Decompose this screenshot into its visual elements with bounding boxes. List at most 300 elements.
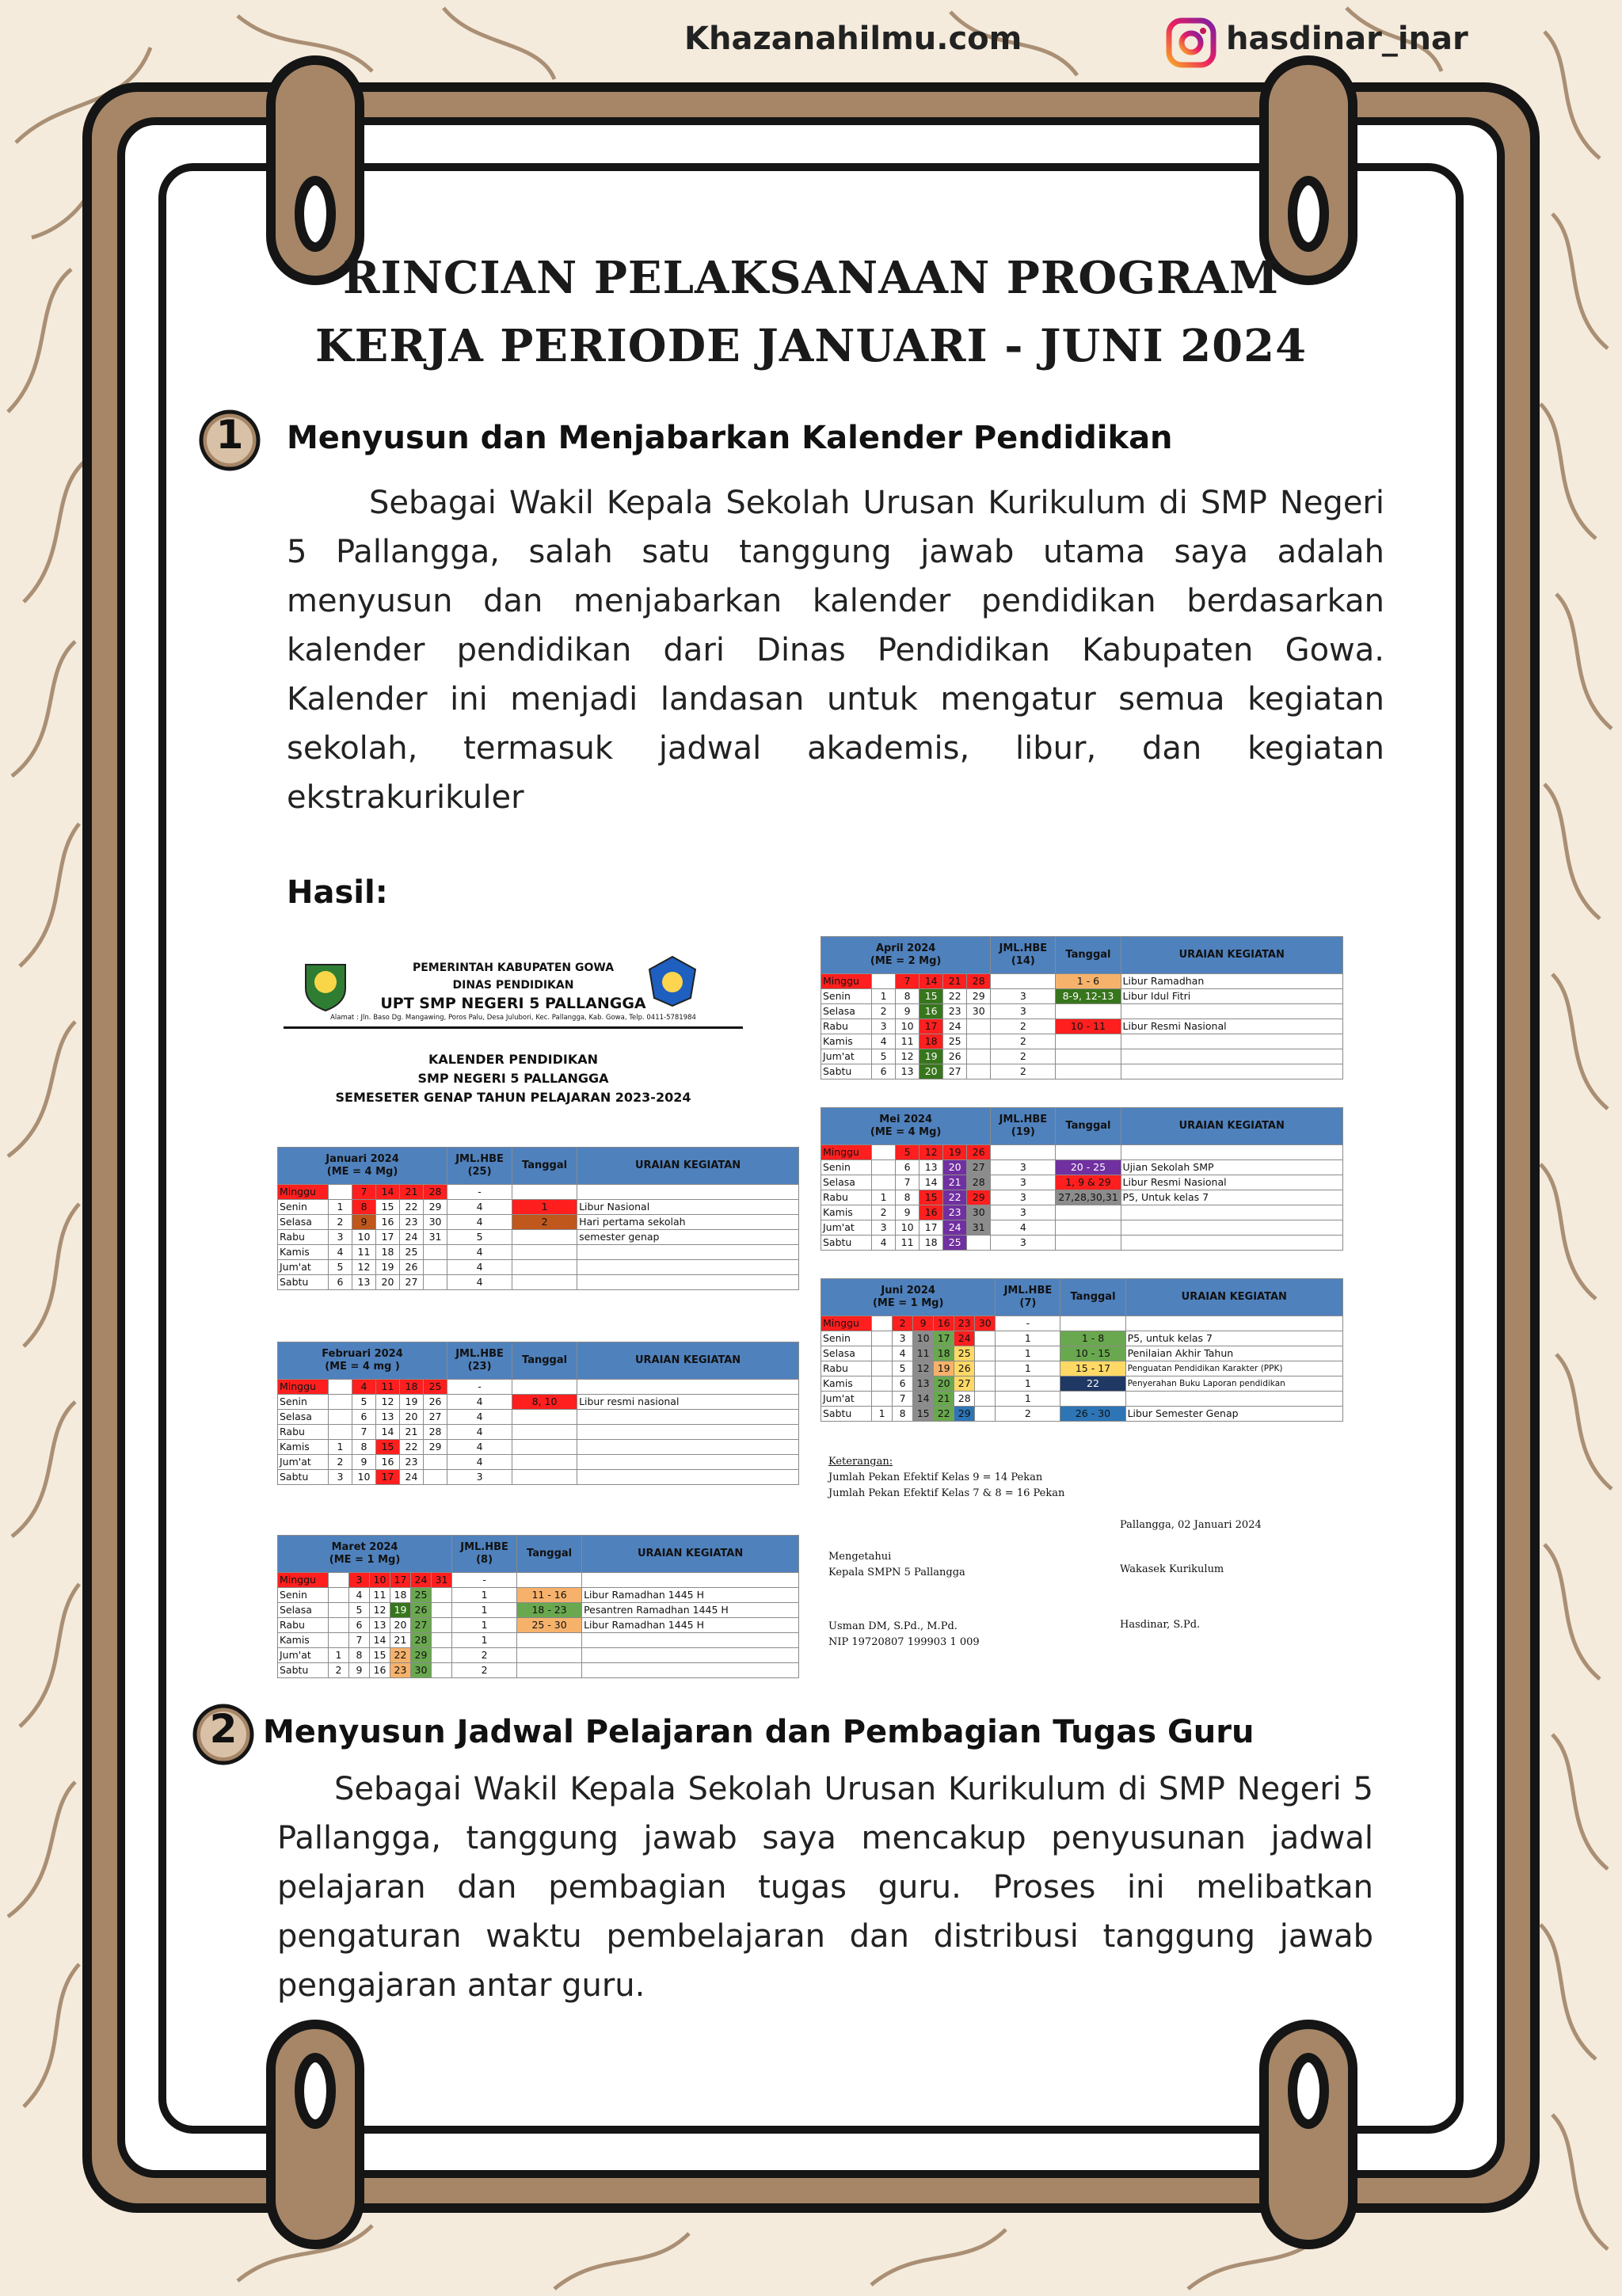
date-cell: 25 (400, 1245, 424, 1260)
date-cell: 7 (352, 1425, 376, 1440)
date-cell: 23 (943, 1205, 967, 1220)
date-cell: 30 (967, 1205, 991, 1220)
date-cell: 18 (920, 1236, 943, 1251)
result-label: Hasil: (287, 874, 388, 911)
date-cell: 11 (376, 1380, 400, 1395)
date-cell: 28 (411, 1633, 432, 1648)
day-name: Rabu (278, 1230, 329, 1245)
day-name: Selasa (821, 1175, 872, 1190)
date-cell: 7 (896, 974, 920, 989)
notes-line2: Jumlah Pekan Efektif Kelas 7 & 8 = 16 Pekan (828, 1487, 1065, 1499)
date-cell: 23 (943, 1004, 967, 1019)
day-name: Rabu (278, 1425, 329, 1440)
date-cell: 16 (376, 1455, 400, 1470)
date-cell (872, 1346, 893, 1361)
tanggal-cell (512, 1410, 577, 1425)
date-cell: 25 (411, 1588, 432, 1603)
date-cell: 5 (872, 1049, 896, 1064)
date-cell: 3 (349, 1573, 370, 1588)
day-name: Sabtu (821, 1236, 872, 1251)
month-name: Februari 2024 (322, 1348, 403, 1360)
uraian-cell (577, 1455, 799, 1470)
date-cell: 27 (954, 1376, 975, 1392)
date-cell: 30 (967, 1004, 991, 1019)
date-cell: 14 (376, 1425, 400, 1440)
day-name: Senin (821, 1331, 872, 1346)
doc-title-line1: KALENDER PENDIDIKAN (428, 1052, 599, 1067)
month-name: Mei 2024 (879, 1114, 933, 1125)
date-cell: 19 (390, 1603, 411, 1618)
date-cell: 8 (896, 989, 920, 1004)
date-cell (329, 1185, 352, 1200)
jml-cell: 3 (991, 1205, 1056, 1220)
uraian-cell (577, 1260, 799, 1275)
date-cell: 29 (967, 989, 991, 1004)
jml-cell: 4 (447, 1275, 512, 1290)
tanggal-header: Tanggal (512, 1148, 577, 1185)
kop-line1: PEMERINTAH KABUPATEN GOWA (412, 961, 615, 974)
date-cell (975, 1376, 996, 1392)
tanggal-cell: 15 - 17 (1060, 1361, 1125, 1376)
jml-cell: 3 (991, 1160, 1056, 1175)
tanggal-cell (512, 1440, 577, 1455)
date-cell: 21 (943, 974, 967, 989)
day-name: Jum'at (278, 1455, 329, 1470)
date-cell: 17 (390, 1573, 411, 1588)
date-cell: 19 (943, 1145, 967, 1160)
tanggal-cell (512, 1425, 577, 1440)
date-cell (424, 1455, 447, 1470)
uraian-cell (1121, 1236, 1342, 1251)
jml-cell: 1 (996, 1331, 1060, 1346)
tanggal-cell (1056, 1004, 1121, 1019)
date-cell (329, 1603, 349, 1618)
tanggal-cell (1060, 1316, 1125, 1331)
day-name: Sabtu (278, 1470, 329, 1485)
uraian-cell (1121, 1004, 1342, 1019)
day-name: Kamis (821, 1034, 872, 1049)
uraian-cell: Hari pertama sekolah (577, 1215, 799, 1230)
jml-hbe-header: JML.HBE (7) (996, 1279, 1060, 1316)
jml-cell (991, 974, 1056, 989)
date-cell: 31 (424, 1230, 447, 1245)
page-title-line1: RINCIAN PELAKSANAAN PROGRAM (343, 252, 1279, 304)
date-cell: 2 (872, 1004, 896, 1019)
date-cell: 6 (349, 1618, 370, 1633)
table-row (278, 1633, 799, 1648)
uraian-cell: Penyerahan Buku Laporan pendidikan (1125, 1376, 1342, 1392)
date-cell: 24 (943, 1220, 967, 1236)
date-cell: 12 (370, 1603, 390, 1618)
table-row (821, 1220, 1343, 1236)
table-row (821, 1376, 1343, 1392)
date-cell: 27 (424, 1410, 447, 1425)
letterhead (284, 950, 743, 1030)
day-name: Rabu (278, 1618, 329, 1633)
calendar-grid (277, 1342, 799, 1485)
date-cell: 16 (376, 1215, 400, 1230)
date-cell (872, 1392, 893, 1407)
table-row (821, 974, 1343, 989)
date-cell: 14 (920, 1175, 943, 1190)
date-cell: 9 (896, 1004, 920, 1019)
tanggal-cell: 25 - 30 (517, 1618, 582, 1633)
jml-cell: 2 (452, 1648, 517, 1663)
jml-hbe-header: JML.HBE (14) (991, 937, 1056, 974)
day-name: Senin (278, 1200, 329, 1215)
date-cell: 22 (943, 989, 967, 1004)
jml-cell: - (452, 1573, 517, 1588)
date-cell: 30 (424, 1215, 447, 1230)
tanggal-cell (512, 1185, 577, 1200)
date-cell: 4 (893, 1346, 913, 1361)
date-cell: 1 (329, 1200, 352, 1215)
day-name: Selasa (821, 1346, 872, 1361)
calendar-notes (828, 1454, 1064, 1502)
table-row (821, 1316, 1343, 1331)
jml-cell: 3 (991, 1004, 1056, 1019)
tanggal-cell: 26 - 30 (1060, 1407, 1125, 1422)
instagram-icon (1166, 17, 1216, 68)
calendar-table-februari (277, 1342, 799, 1485)
calendar-grid (821, 936, 1343, 1079)
jml-cell: 5 (447, 1230, 512, 1245)
date-cell: 9 (352, 1455, 376, 1470)
date-cell: 3 (329, 1230, 352, 1245)
tanggal-cell: 27,28,30,31 (1056, 1190, 1121, 1205)
day-name: Jum'at (821, 1220, 872, 1236)
tanggal-cell: 8, 10 (512, 1395, 577, 1410)
date-cell: 1 (329, 1648, 349, 1663)
uraian-cell (1125, 1316, 1342, 1331)
date-cell: 11 (896, 1236, 920, 1251)
tanggal-cell (512, 1245, 577, 1260)
tanggal-cell (517, 1573, 582, 1588)
jml-hbe-header: JML.HBE (23) (447, 1342, 512, 1380)
section-number-2: 2 (209, 1706, 238, 1752)
date-cell: 3 (872, 1019, 896, 1034)
table-row (821, 1361, 1343, 1376)
uraian-cell (1121, 1064, 1342, 1079)
tanggal-cell: 2 (512, 1215, 577, 1230)
date-cell: 15 (920, 989, 943, 1004)
jml-cell: 2 (452, 1663, 517, 1678)
date-cell (432, 1618, 452, 1633)
date-cell: 6 (872, 1064, 896, 1079)
date-cell: 27 (400, 1275, 424, 1290)
jml-cell: 1 (996, 1346, 1060, 1361)
tanggal-cell: 22 (1060, 1376, 1125, 1392)
date-cell: 17 (920, 1019, 943, 1034)
doc-title-line3: SEMESETER GENAP TAHUN PELAJARAN 2023-2024 (335, 1090, 691, 1105)
date-cell: 11 (913, 1346, 934, 1361)
wakasek-label: Wakasek Kurikulum (1120, 1563, 1224, 1575)
date-cell: 11 (370, 1588, 390, 1603)
date-cell: 22 (400, 1440, 424, 1455)
mengetahui-label: Mengetahui (828, 1551, 892, 1563)
uraian-cell (582, 1648, 799, 1663)
table-row (278, 1215, 799, 1230)
jml-cell: 4 (447, 1245, 512, 1260)
tanggal-cell (1056, 1145, 1121, 1160)
date-cell: 22 (943, 1190, 967, 1205)
tanggal-cell (512, 1455, 577, 1470)
kop-line3: UPT SMP NEGERI 5 PALLANGGA (380, 995, 646, 1012)
date-cell (424, 1275, 447, 1290)
date-cell: 24 (954, 1331, 975, 1346)
tanggal-cell: 10 - 11 (1056, 1019, 1121, 1034)
date-cell: 21 (934, 1392, 954, 1407)
date-cell (329, 1618, 349, 1633)
date-cell: 18 (920, 1034, 943, 1049)
uraian-header: URAIAN KEGIATAN (1121, 937, 1342, 974)
tanggal-cell (1056, 1220, 1121, 1236)
day-name: Jum'at (278, 1648, 329, 1663)
uraian-header: URAIAN KEGIATAN (1121, 1108, 1342, 1145)
date-cell (872, 1145, 896, 1160)
date-cell (432, 1588, 452, 1603)
date-cell (967, 1236, 991, 1251)
uraian-cell (577, 1185, 799, 1200)
day-name: Rabu (821, 1361, 872, 1376)
date-cell: 7 (893, 1392, 913, 1407)
date-cell: 18 (400, 1380, 424, 1395)
date-cell: 20 (390, 1618, 411, 1633)
date-cell: 9 (913, 1316, 934, 1331)
date-cell: 10 (913, 1331, 934, 1346)
month-header (278, 1536, 452, 1573)
uraian-cell (577, 1275, 799, 1290)
day-name: Kamis (821, 1376, 872, 1392)
date-cell: 16 (920, 1205, 943, 1220)
date-cell: 3 (329, 1470, 352, 1485)
hanger-tab-top-left (266, 55, 364, 285)
date-cell: 10 (896, 1220, 920, 1236)
date-cell: 2 (329, 1455, 352, 1470)
date-cell: 29 (411, 1648, 432, 1663)
uraian-cell (577, 1380, 799, 1395)
date-cell: 12 (913, 1361, 934, 1376)
date-cell: 20 (934, 1376, 954, 1392)
section1-body: Sebagai Wakil Kepala Sekolah Urusan Kurikulum di SMP Negeri 5 Pallangga, salah satu tanggung jawab utama saya adalah menyusun dan menjabarkan kalender pendidikan berdasarkan kalender pendidikan dari Dinas Pendidikan Kabupaten Gowa. Kalender ini menjadi landasan untuk mengatur semua kegiatan sekolah, termasuk jadwal akademis, libur, dan kegiatan ekstrakurikuler (287, 485, 1384, 816)
date-cell: 25 (943, 1034, 967, 1049)
uraian-cell: Libur Ramadhan (1121, 974, 1342, 989)
day-name: Selasa (278, 1603, 329, 1618)
table-row (278, 1260, 799, 1275)
date-cell: 26 (943, 1049, 967, 1064)
jml-hbe-header: JML.HBE (19) (991, 1108, 1056, 1145)
notes-line1: Jumlah Pekan Efektif Kelas 9 = 14 Pekan (828, 1472, 1043, 1483)
tanggal-cell (1056, 1205, 1121, 1220)
date-cell: 21 (400, 1185, 424, 1200)
date-cell: 14 (913, 1392, 934, 1407)
tanggal-header: Tanggal (1060, 1279, 1125, 1316)
uraian-cell: Libur Resmi Nasional (1121, 1175, 1342, 1190)
date-cell: 11 (896, 1034, 920, 1049)
table-row (278, 1230, 799, 1245)
jml-cell: - (996, 1316, 1060, 1331)
hanger-tab-bottom-right (1259, 2020, 1357, 2249)
date-cell: 12 (920, 1145, 943, 1160)
date-cell: 6 (893, 1376, 913, 1392)
tanggal-cell: 1 - 6 (1056, 974, 1121, 989)
table-row (821, 1190, 1343, 1205)
date-cell: 8 (349, 1648, 370, 1663)
date-cell: 28 (954, 1392, 975, 1407)
tanggal-cell: 1 - 8 (1060, 1331, 1125, 1346)
month-me: (ME = 2 Mg) (870, 955, 942, 967)
date-cell: 8 (352, 1440, 376, 1455)
date-cell (329, 1425, 352, 1440)
date-cell: 4 (872, 1034, 896, 1049)
date-cell: 7 (896, 1175, 920, 1190)
date-cell (872, 1316, 893, 1331)
uraian-cell (577, 1245, 799, 1260)
table-row (278, 1395, 799, 1410)
month-header (821, 937, 991, 974)
date-cell (975, 1407, 996, 1422)
date-cell: 29 (424, 1440, 447, 1455)
date-cell: 24 (400, 1470, 424, 1485)
uraian-cell: Libur Ramadhan 1445 H (582, 1588, 799, 1603)
date-cell: 19 (920, 1049, 943, 1064)
table-row (278, 1185, 799, 1200)
calendar-table-januari (277, 1147, 799, 1290)
wakasek-name: Hasdinar, S.Pd. (1120, 1619, 1201, 1631)
table-row (278, 1618, 799, 1633)
section-number-1: 1 (215, 412, 244, 458)
date-cell: 6 (352, 1410, 376, 1425)
uraian-cell (577, 1410, 799, 1425)
date-cell: 12 (896, 1049, 920, 1064)
date-cell (872, 1160, 896, 1175)
date-cell: 14 (376, 1185, 400, 1200)
uraian-header: URAIAN KEGIATAN (577, 1148, 799, 1185)
date-cell: 8 (352, 1200, 376, 1215)
day-name: Senin (821, 989, 872, 1004)
jml-cell: 3 (447, 1470, 512, 1485)
table-row (278, 1380, 799, 1395)
month-header (278, 1342, 447, 1380)
month-name: Maret 2024 (331, 1541, 398, 1553)
date-cell: 28 (967, 974, 991, 989)
date-cell (424, 1245, 447, 1260)
tanggal-cell: 1, 9 & 29 (1056, 1175, 1121, 1190)
table-row (821, 1331, 1343, 1346)
month-me: (ME = 1 Mg) (872, 1297, 944, 1309)
date-cell (329, 1395, 352, 1410)
table-row (278, 1440, 799, 1455)
calendar-table-mei (821, 1107, 1343, 1251)
date-cell: 4 (872, 1236, 896, 1251)
date-cell (329, 1573, 349, 1588)
date-cell: 15 (370, 1648, 390, 1663)
date-cell: 15 (376, 1200, 400, 1215)
day-name: Sabtu (278, 1275, 329, 1290)
date-cell: 31 (432, 1573, 452, 1588)
date-cell: 5 (352, 1395, 376, 1410)
date-cell (432, 1663, 452, 1678)
date-cell (975, 1331, 996, 1346)
table-row (821, 1049, 1343, 1064)
tanggal-cell (1056, 1064, 1121, 1079)
jml-cell: - (447, 1185, 512, 1200)
jml-cell: 3 (991, 1175, 1056, 1190)
table-row (821, 1236, 1343, 1251)
date-cell: 8 (896, 1190, 920, 1205)
table-row (821, 1346, 1343, 1361)
calendar-grid (277, 1535, 799, 1678)
jml-cell: 4 (447, 1410, 512, 1425)
table-row (821, 1160, 1343, 1175)
table-row (278, 1573, 799, 1588)
table-row (278, 1648, 799, 1663)
date-cell: 29 (954, 1407, 975, 1422)
kepala-nip: NIP 19720807 199903 1 009 (828, 1636, 980, 1648)
date-cell: 1 (872, 989, 896, 1004)
date-cell: 8 (893, 1407, 913, 1422)
date-cell: 10 (352, 1230, 376, 1245)
tanggal-cell: 18 - 23 (517, 1603, 582, 1618)
date-cell: 31 (967, 1220, 991, 1236)
date-cell: 5 (329, 1260, 352, 1275)
day-name: Minggu (278, 1380, 329, 1395)
date-cell: 20 (376, 1275, 400, 1290)
uraian-cell (1121, 1034, 1342, 1049)
date-cell (329, 1633, 349, 1648)
day-name: Kamis (821, 1205, 872, 1220)
date-cell: 10 (370, 1573, 390, 1588)
table-row (821, 1064, 1343, 1079)
date-cell: 22 (390, 1648, 411, 1663)
date-cell (872, 1361, 893, 1376)
date-cell: 7 (352, 1185, 376, 1200)
jml-cell: 3 (991, 989, 1056, 1004)
month-name: Juni 2024 (881, 1285, 935, 1296)
section1-heading: Menyusun dan Menjabarkan Kalender Pendidikan (287, 420, 1173, 456)
date-cell: 15 (920, 1190, 943, 1205)
uraian-cell (1121, 1205, 1342, 1220)
day-name: Selasa (278, 1410, 329, 1425)
day-name: Jum'at (821, 1049, 872, 1064)
calendar-grid (821, 1107, 1343, 1251)
uraian-cell: Libur Nasional (577, 1200, 799, 1215)
date-cell (975, 1392, 996, 1407)
date-cell: 18 (376, 1245, 400, 1260)
table-row (278, 1245, 799, 1260)
day-name: Minggu (278, 1185, 329, 1200)
jml-cell: 4 (991, 1220, 1056, 1236)
date-cell: 18 (934, 1346, 954, 1361)
place-date: Pallangga, 02 Januari 2024 (1120, 1519, 1262, 1531)
date-cell: 15 (913, 1407, 934, 1422)
date-cell: 13 (896, 1064, 920, 1079)
date-cell (967, 1064, 991, 1079)
signature-left-name (828, 1619, 980, 1651)
table-row (821, 1175, 1343, 1190)
date-cell (329, 1410, 352, 1425)
date-cell: 26 (967, 1145, 991, 1160)
date-cell: 17 (376, 1470, 400, 1485)
date-cell: 17 (934, 1331, 954, 1346)
month-me: (ME = 4 Mg) (870, 1126, 942, 1138)
date-cell: 28 (424, 1185, 447, 1200)
day-name: Rabu (821, 1190, 872, 1205)
date-cell: 24 (400, 1230, 424, 1245)
date-cell (432, 1648, 452, 1663)
jml-cell: 2 (991, 1049, 1056, 1064)
jml-cell: 4 (447, 1200, 512, 1215)
